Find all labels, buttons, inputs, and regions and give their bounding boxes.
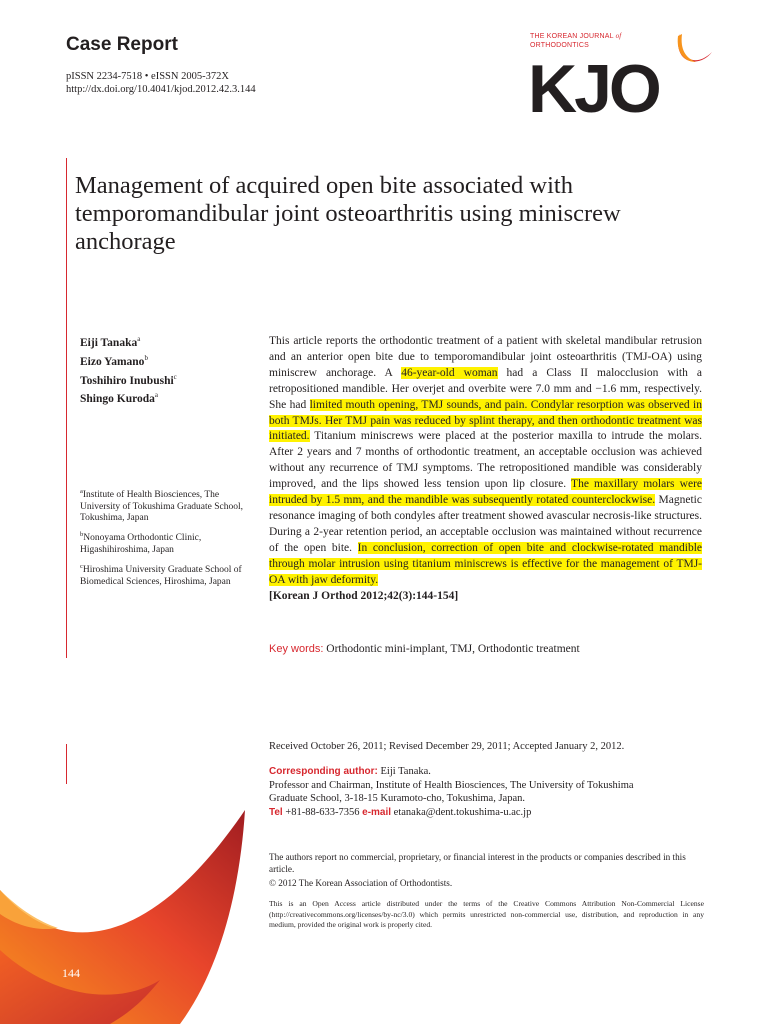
left-rule-top [66, 158, 67, 658]
highlight: In conclusion, correction of open bite and clockwise-rotated mandible through molar intrusion using titanium miniscrews is effective for the management of TMJ-OA with jaw deformity. [269, 541, 702, 586]
highlight: limited mouth opening, TMJ sounds, and pain. Condylar resorption was observed in both TMJs. Her TMJ pain was reduced by splint therapy, and then orthodontic treatment was initiated. [269, 398, 702, 443]
author: Toshihiro Inubushi$^c$ [80, 372, 177, 387]
keywords [269, 643, 709, 655]
article-title: Management of acquired open bite associated with temporomandibular joint osteoarthritis using miniscrew anchorage [75, 172, 621, 255]
left-rule-bottom [66, 744, 67, 784]
citation: [Korean J Orthod 2012;42(3):144-154] [269, 589, 459, 602]
abstract: This article reports the orthodontic treatment of a patient with skeletal mandibular retrusion and an anterior open bite due to temporomandibular joint osteoarthritis (TMJ-OA) using miniscrew anchorage. A 46-year-old woman had a Class II malocclusion with a retropositioned mandible. Her overjet and overbite were 7.0 mm and −1.6 mm, respectively. She had limited mouth opening, TMJ sounds, and pain. Condylar resorption was observed in both TMJs. Her TMJ pain was reduced by splint therapy, and then orthodontic treatment was initiated. Titanium miniscrews were placed at the posterior maxilla to intrude the molars. After 2 years and 7 months of orthodontic treatment, an acceptable occlusion was achieved without any recurrence of TMJ symptoms. The retropositioned mandible was considerably improved, and the lips showed less tension upon lip closure. The maxillary molars were intruded by 1.5 mm, and the mandible was subsequently rotated counterclockwise. Magnetic resonance imaging of both condyles after treatment showed avascular necrosis-like structures. During a 2-year retention period, an acceptable occlusion was maintained without recurrence of the open bite. In conclusion, correction of open bite and clockwise-rotated mandible through molar intrusion using titanium miniscrews is effective for the management of TMJ-OA with jaw deformity. [Korean J Orthod 2012;42(3):144-154] [269, 335, 702, 602]
disclosure-statement: The authors report no commercial, proprietary, or financial interest in the products or companies described in this article. [269, 852, 686, 874]
received-dates: Received October 26, 2011; Revised December 29, 2011; Accepted January 2, 2012. [269, 741, 625, 752]
page-number: 144 [62, 966, 80, 980]
keywords-label: Key words: [269, 643, 324, 655]
affiliation: $^a$Institute of Health Biosciences, The University of Tokushima Graduate School, Tokushima, Japan [80, 488, 244, 524]
author: Shingo Kuroda$^a$ [80, 391, 158, 406]
journal-name-of: of [615, 32, 622, 40]
logo-swoosh-icon [678, 34, 712, 61]
author: Eizo Yamano$^b$ [80, 353, 148, 368]
kjo-logo-letters: KJO [528, 51, 659, 122]
corresp-label: Corresponding author: [269, 766, 378, 777]
highlight: The maxillary molars were intruded by 1.5 mm, and the mandible was subsequently rotated counterclockwise. [269, 478, 702, 507]
author-list [80, 332, 177, 407]
doi-link[interactable]: http://dx.doi.org/10.4041/kjod.2012.42.3.144 [66, 84, 256, 95]
email-link[interactable]: etanaka@dent.tokushima-u.ac.jp [391, 806, 532, 818]
affiliation: $^c$Hiroshima University Graduate School of Biomedical Sciences, Hiroshima, Japan [80, 563, 242, 587]
section-label: Case Report [66, 34, 178, 55]
journal-name-prefix: THE KOREAN JOURNAL [530, 33, 616, 40]
tel-label: Tel [269, 806, 283, 818]
affiliation: $^b$Nonoyama Orthodontic Clinic, Higashihiroshima, Japan [80, 531, 202, 555]
copyright: © 2012 The Korean Association of Orthodontists. [269, 878, 453, 888]
journal-name-suffix: ORTHODONTICS [530, 42, 590, 49]
decorative-swoosh [0, 800, 250, 1024]
kjo-logo [528, 22, 718, 122]
keywords-text: Orthodontic mini-implant, TMJ, Orthodontic treatment [323, 643, 580, 655]
issn-line: pISSN 2234-7518 • eISSN 2005-372X [66, 71, 229, 82]
highlight: 46-year-old woman [401, 366, 498, 379]
license-text: This is an Open Access article distributed under the terms of the Creative Commons Attribution Non-Commercial License (http://creativecommons.org/licenses/by-nc/3.0) which permits unrestricted non-commercial use, distribution, and reproduction in any medium, provided the original work is properly cited. [269, 899, 704, 929]
author: Eiji Tanaka$^a$ [80, 335, 141, 349]
corresponding-author: Corresponding author: Eiji Tanaka. Professor and Chairman, Institute of Health Biosciences, The University of Tokushima Graduate School, 3-18-15 Kuramoto-cho, Tokushima, Japan. Tel +81-88-633-7356 e-mail etanaka@dent.tokushima-u.ac.jp [269, 766, 634, 818]
email-label: e-mail [362, 806, 392, 818]
